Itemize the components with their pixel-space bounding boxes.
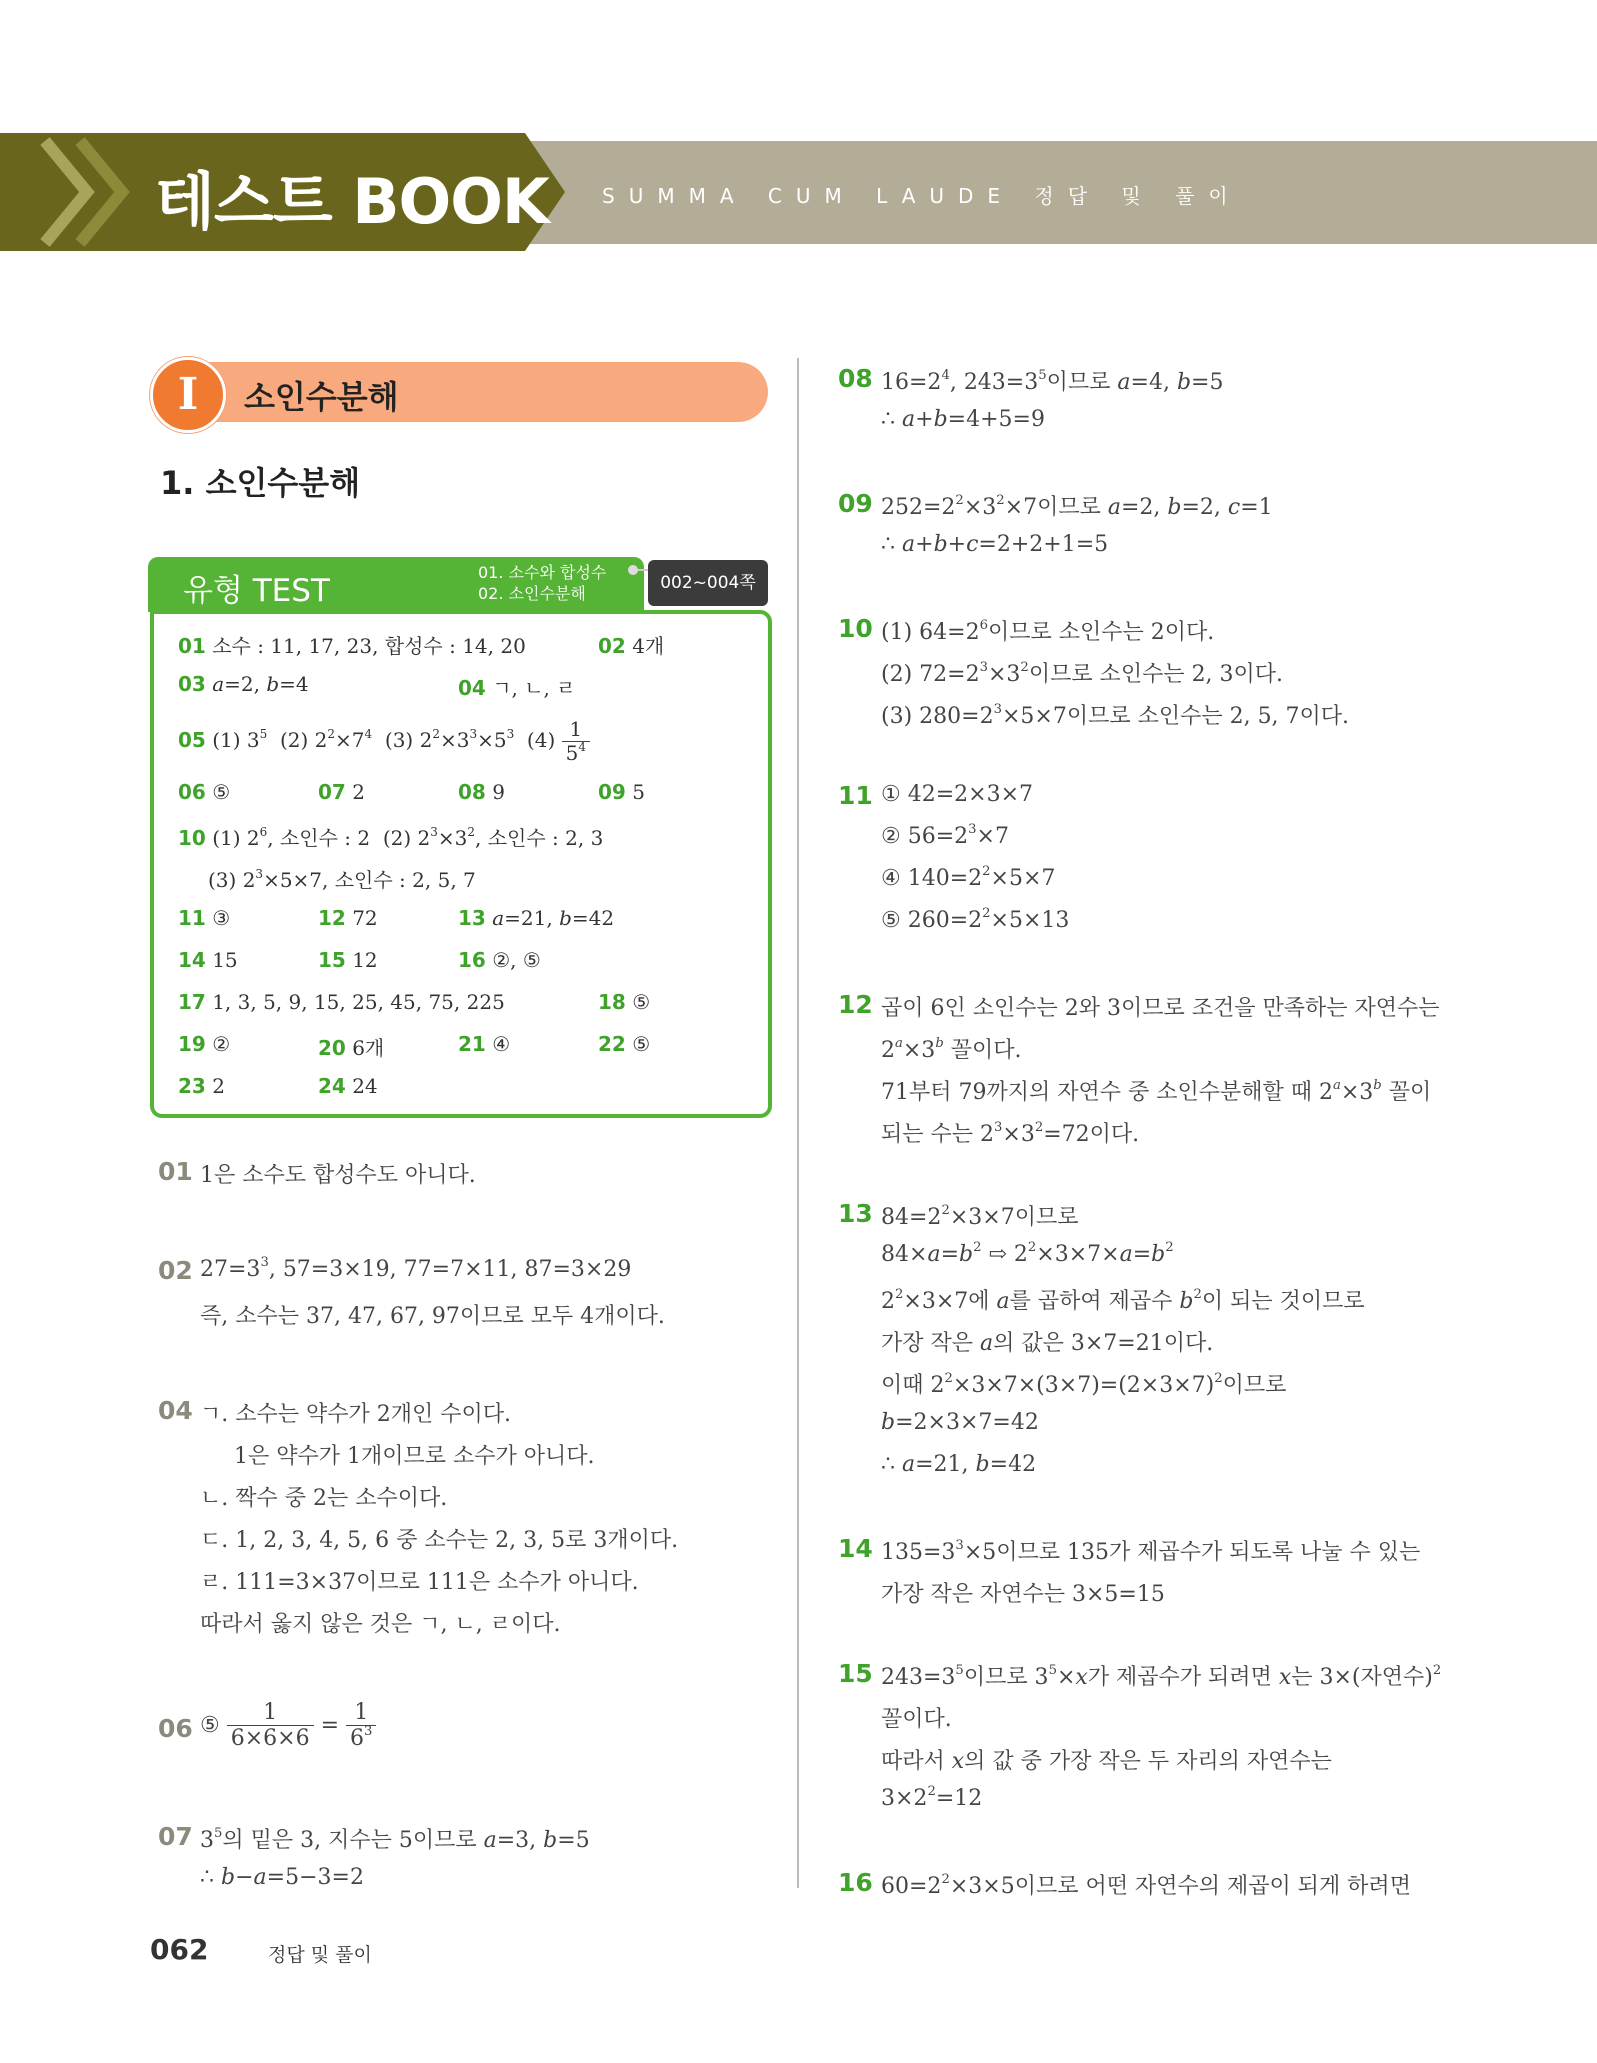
solution-13-line5: 이때 $2^2\times 3\times 7\times(3\times 7)=(2\times 3\times 7)^2$이므로 — [881, 1371, 1287, 1398]
answer-11: 11 ③ — [178, 906, 231, 930]
solution-number-02: 02 — [158, 1256, 193, 1285]
solution-09-line1: $252=2^2\times 3^2\times 7$이므로 a=2, b=2, c=1 — [881, 493, 1273, 520]
answer-box-title: 유형 TEST — [183, 573, 330, 609]
solution-10-line1: (1) $64=2^6$이므로 소인수는 2이다. — [881, 618, 1215, 645]
solution-13-line2: $84\times a=b^2$ ⇨ $2^2\times 3\times 7\times a=b^2$ — [881, 1240, 1174, 1267]
answer-17: 17 1, 3, 5, 9, 15, 25, 45, 75, 225 — [178, 990, 505, 1014]
answer-02: 02 4개 — [598, 634, 665, 658]
solution-01: 1은 소수도 합성수도 아니다. — [200, 1163, 476, 1188]
answer-20: 20 6개 — [318, 1036, 385, 1060]
solution-07-line1: $3^5$의 밑은 3, 지수는 5이므로 a=3, b=5 — [200, 1826, 590, 1853]
solution-number-06: 06 — [158, 1714, 193, 1743]
solution-number-04: 04 — [158, 1396, 193, 1425]
answer-04: 04 ㄱ, ㄴ, ㄹ — [458, 676, 576, 700]
answer-14: 14 15 — [178, 948, 238, 972]
answer-24: 24 24 — [318, 1074, 378, 1098]
answer-15: 15 12 — [318, 948, 378, 972]
solution-10-line3: (3) $280=2^3\times 5\times 7$이므로 소인수는 2, 5, 7이다. — [881, 702, 1350, 729]
answer-22: 22 ⑤ — [598, 1032, 651, 1056]
solution-09-line2: ∴ a+b+c=2+2+1=5 — [881, 532, 1109, 557]
topic-2: 02. 소인수분해 — [478, 584, 586, 603]
answer-16: 16 ②, ⑤ — [458, 948, 541, 972]
answer-12: 12 72 — [318, 906, 378, 930]
solution-number-14: 14 — [838, 1534, 873, 1563]
answer-08: 08 9 — [458, 780, 505, 804]
solution-08-line1: $16=2^4$, $243=3^5$이므로 a=4, b=5 — [881, 368, 1224, 395]
solution-12-line4: 되는 수는 $2^3\times 3^2=72$이다. — [881, 1120, 1140, 1147]
solution-07-line2: ∴ b−a=5−3=2 — [200, 1865, 364, 1890]
solution-04-line3: ㄴ. 짝수 중 2는 소수이다. — [200, 1486, 448, 1511]
solution-number-10: 10 — [838, 614, 873, 643]
solution-16-line1: $60=2^2\times 3\times 5$이므로 어떤 자연수의 제곱이 되게 하려면 — [881, 1872, 1411, 1899]
answer-18: 18 ⑤ — [598, 990, 651, 1014]
book-title: 테스트 BOOK — [155, 165, 549, 238]
topic-1: 01. 소수와 합성수 — [478, 563, 607, 582]
answer-07: 07 2 — [318, 780, 365, 804]
solution-12-line1: 곱이 6인 소인수는 2와 3이므로 조건을 만족하는 자연수는 — [881, 996, 1440, 1021]
solution-15-line4: $3\times 2^2=12$ — [881, 1784, 983, 1811]
solution-10-line2: (2) $72=2^3\times 3^2$이므로 소인수는 2, 3이다. — [881, 660, 1284, 687]
solution-08-line2: ∴ a+b=4+5=9 — [881, 407, 1045, 432]
answer-10-3: (3) $2^3\times 5\times 7$, 소인수 : 2, 5, 7 — [208, 867, 476, 892]
solution-06: ⑤ $\frac{1}{6\times 6\times 6}$ = $\frac{1}{6^3}$ — [200, 1700, 376, 1752]
solution-13-line6: b=2×3×7=42 — [881, 1410, 1039, 1435]
solution-number-16: 16 — [838, 1868, 873, 1897]
solution-15-line2: 꼴이다. — [881, 1707, 952, 1732]
solution-14-line1: $135=3^3\times 5$이므로 135가 제곱수가 되도록 나눌 수 있는 — [881, 1538, 1421, 1565]
book-subtitle: SUMMA CUM LAUDE 정답 및 풀이 — [602, 184, 1242, 208]
solution-13-line7: ∴ a=21, b=42 — [881, 1452, 1037, 1477]
page-range-tag: 002~004쪽 — [648, 560, 768, 606]
solution-number-13: 13 — [838, 1199, 873, 1228]
solution-04-line5: ㄹ. 111=3×37이므로 111은 소수가 아니다. — [200, 1570, 639, 1595]
solution-02-line2: 즉, 소수는 37, 47, 67, 97이므로 모두 4개이다. — [200, 1304, 665, 1329]
solution-04-line2: 1은 약수가 1개이므로 소수가 아니다. — [234, 1444, 595, 1469]
solution-number-11: 11 — [838, 781, 873, 810]
solution-13-line4: 가장 작은 a의 값은 3×7=21이다. — [881, 1331, 1214, 1356]
solution-12-line3: 71부터 79까지의 자연수 중 소인수분해할 때 $2^a\times 3^b$ 꼴이 — [881, 1078, 1432, 1105]
solution-04-line4: ㄷ. 1, 2, 3, 4, 5, 6 중 소수는 2, 3, 5로 3개이다. — [200, 1528, 679, 1553]
answer-10: 10 (1) $2^6$, 소인수 : 2 (2) $2^3\times 3^2$, 소인수 : 2, 3 — [178, 825, 604, 850]
page-number: 062 — [150, 1933, 209, 1966]
solution-number-01: 01 — [158, 1157, 193, 1186]
solution-12-line2: $2^a\times 3^b$ 꼴이다. — [881, 1036, 1022, 1063]
solution-number-07: 07 — [158, 1822, 193, 1851]
solution-11-line3: ④ $140=2^2\times 5\times 7$ — [881, 864, 1056, 891]
column-divider — [797, 358, 799, 1888]
solution-number-15: 15 — [838, 1659, 873, 1688]
answer-03: 03 a=2, b=4 — [178, 672, 309, 696]
section-title: 1. 소인수분해 — [160, 464, 361, 502]
solution-04-line1: ㄱ. 소수는 약수가 2개인 수이다. — [200, 1402, 511, 1427]
solution-number-12: 12 — [838, 990, 873, 1019]
solution-13-line1: $84=2^2\times 3\times 7$이므로 — [881, 1203, 1079, 1230]
answer-23: 23 2 — [178, 1074, 225, 1098]
solution-15-line3: 따라서 x의 값 중 가장 작은 두 자리의 자연수는 — [881, 1749, 1332, 1774]
solution-11-line2: ② $56=2^3\times 7$ — [881, 822, 1009, 849]
answer-13: 13 a=21, b=42 — [458, 906, 615, 930]
answer-box-topics — [478, 562, 606, 604]
answer-05: 05 (1) $3^5$ (2) $2^2\times 7^4$ (3) $2^2\times 3^3\times 5^3$ (4) $\frac{1}{5^4}$ — [178, 718, 590, 765]
solution-15-line1: $243=3^5$이므로 $3^5\times x$가 제곱수가 되려면 x는 3×(자연수)$^2$ — [881, 1663, 1442, 1690]
solution-number-08: 08 — [838, 364, 873, 393]
answer-21: 21 ④ — [458, 1032, 511, 1056]
solution-13-line3: $2^2\times 3\times 7$에 a를 곱하여 제곱수 $b^2$이 되는 것이므로 — [881, 1287, 1365, 1314]
solution-number-09: 09 — [838, 489, 873, 518]
footer-label: 정답 및 풀이 — [268, 1944, 372, 1966]
solution-11-line1: ① 42=2×3×7 — [881, 782, 1034, 807]
solution-02-line1: $27=3^3$, 57=3×19, 77=7×11, 87=3×29 — [200, 1255, 632, 1282]
answer-01: 01 소수 : 11, 17, 23, 합성수 : 14, 20 — [178, 634, 526, 658]
answer-09: 09 5 — [598, 780, 645, 804]
answer-19: 19 ② — [178, 1032, 231, 1056]
answer-06: 06 ⑤ — [178, 780, 231, 804]
solution-11-line4: ⑤ $260=2^2\times 5\times 13$ — [881, 906, 1070, 933]
chevron-decoration-icon — [35, 133, 155, 251]
chapter-number: I — [177, 369, 199, 420]
solution-14-line2: 가장 작은 자연수는 3×5=15 — [881, 1582, 1165, 1607]
solution-04-line6: 따라서 옳지 않은 것은 ㄱ, ㄴ, ㄹ이다. — [200, 1612, 561, 1637]
chapter-title: 소인수분해 — [244, 378, 399, 416]
